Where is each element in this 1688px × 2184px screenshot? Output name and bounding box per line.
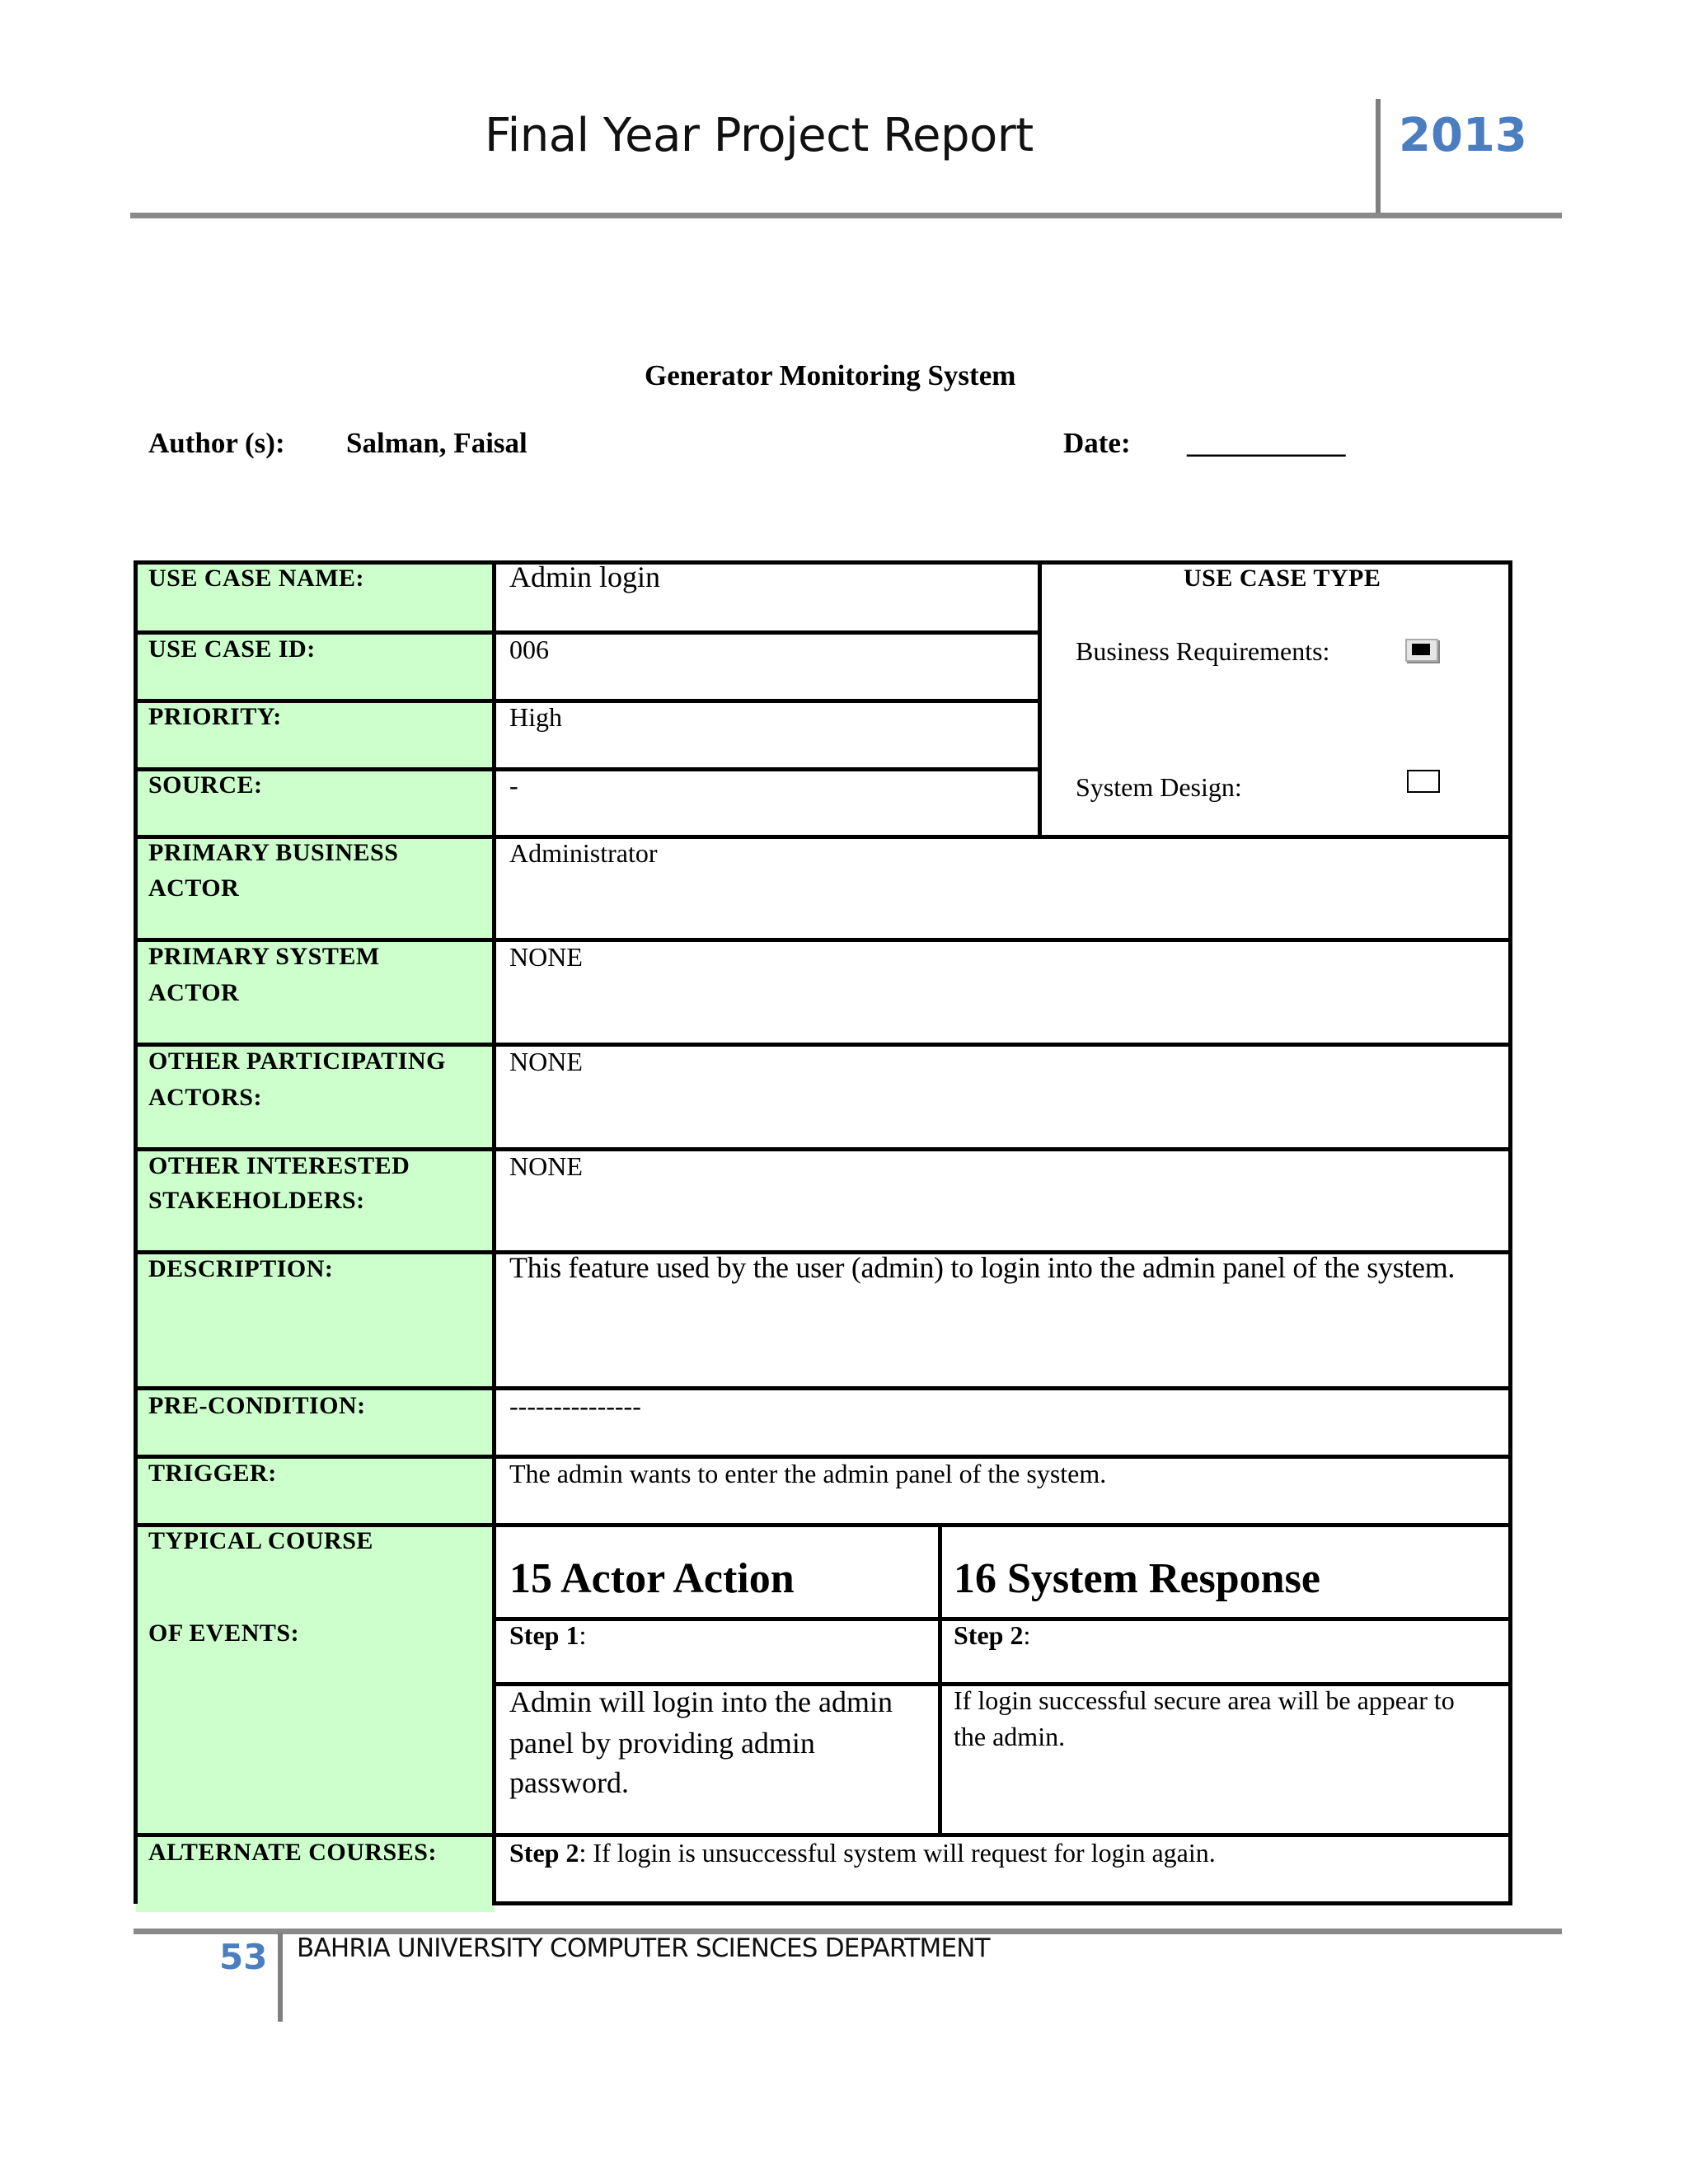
source-value: - — [509, 771, 518, 800]
system-response-line-2: the admin. — [954, 1722, 1066, 1751]
use-case-id-value: 006 — [509, 635, 549, 664]
precondition-label: PRE-CONDITION: — [148, 1392, 366, 1419]
header-divider — [1376, 99, 1381, 217]
other-participating-value: NONE — [509, 1047, 583, 1076]
system-response-line-1: If login successful secure area will be appear to — [954, 1685, 1455, 1715]
alternate-step-text: : If login is unsuccessful system will request for login again. — [579, 1838, 1216, 1868]
footer-department: BAHRIA UNIVERSITY COMPUTER SCIENCES DEPARTMENT — [297, 1933, 990, 1963]
alternate-step-label: Step 2 — [509, 1838, 579, 1868]
author-value: Salman, Faisal — [346, 427, 528, 459]
typical-course-label: TYPICAL COURSE — [148, 1527, 373, 1554]
actor-action-line-1: Admin will login into the admin — [509, 1685, 893, 1718]
footer-divider — [278, 1933, 283, 2022]
system-design-label: System Design: — [1076, 772, 1242, 802]
primary-system-actor-value: NONE — [509, 942, 583, 972]
report-title: Final Year Project Report — [485, 109, 1034, 162]
actor-action-line-2: panel by providing admin — [509, 1727, 815, 1760]
primary-system-actor-label: PRIMARY SYSTEM — [148, 943, 380, 970]
use-case-type-heading: USE CASE TYPE — [1184, 565, 1381, 592]
report-year: 2013 — [1399, 109, 1527, 162]
actor-step — [509, 1617, 586, 1653]
author-label: Author (s): — [148, 427, 285, 459]
primary-business-actor-label-line2: ACTOR — [148, 874, 240, 902]
trigger-value: The admin wants to enter the admin panel of the system. — [509, 1459, 1107, 1488]
use-case-name-label: USE CASE NAME: — [148, 565, 365, 592]
system-step-label: Step 2 — [954, 1620, 1024, 1650]
typical-course-label-line2: OF EVENTS: — [148, 1619, 300, 1647]
system-title: Generator Monitoring System — [645, 359, 1016, 391]
primary-business-actor-label: PRIMARY BUSINESS — [148, 839, 399, 866]
actor-action-heading: 15 Actor Action — [509, 1555, 795, 1602]
use-case-name-value: Admin login — [509, 560, 661, 593]
precondition-value: --------------- — [509, 1391, 641, 1421]
other-interested-value: NONE — [509, 1151, 583, 1181]
primary-business-actor-value: Administrator — [509, 838, 658, 868]
business-requirements-checkbox[interactable] — [1405, 639, 1438, 662]
page-number: 53 — [219, 1937, 268, 1977]
trigger-label: TRIGGER: — [148, 1460, 277, 1487]
priority-value: High — [509, 702, 562, 732]
primary-system-actor-label-line2: ACTOR — [148, 979, 240, 1006]
description-value: This feature used by the user (admin) to login into the admin panel of the system. — [509, 1251, 1456, 1284]
actor-action-line-3: password. — [509, 1766, 629, 1799]
header-rule — [130, 213, 1562, 218]
description-label: DESCRIPTION: — [148, 1255, 334, 1282]
date-label: Date: — [1063, 427, 1131, 459]
actor-step-suffix: : — [579, 1620, 587, 1650]
business-requirements-label: Business Requirements: — [1076, 636, 1330, 666]
other-interested-label-line2: STAKEHOLDERS: — [148, 1187, 365, 1214]
other-participating-label: OTHER PARTICIPATING — [148, 1047, 446, 1075]
source-label: SOURCE: — [148, 771, 263, 799]
other-interested-label: OTHER INTERESTED — [148, 1152, 410, 1179]
date-value: ___________ — [1187, 427, 1346, 459]
priority-label: PRIORITY: — [148, 703, 282, 730]
label-column-fill — [136, 563, 495, 1912]
use-case-id-label: USE CASE ID: — [148, 635, 316, 663]
system-response-heading: 16 System Response — [954, 1555, 1320, 1602]
actor-step-label: Step 1 — [509, 1620, 579, 1650]
system-step-suffix: : — [1023, 1620, 1031, 1650]
other-participating-label-line2: ACTORS: — [148, 1084, 262, 1111]
system-design-checkbox[interactable] — [1407, 770, 1440, 793]
system-step — [954, 1617, 1030, 1653]
alternate-courses-value — [509, 1835, 1216, 1871]
alternate-courses-label: ALTERNATE COURSES: — [148, 1839, 437, 1866]
